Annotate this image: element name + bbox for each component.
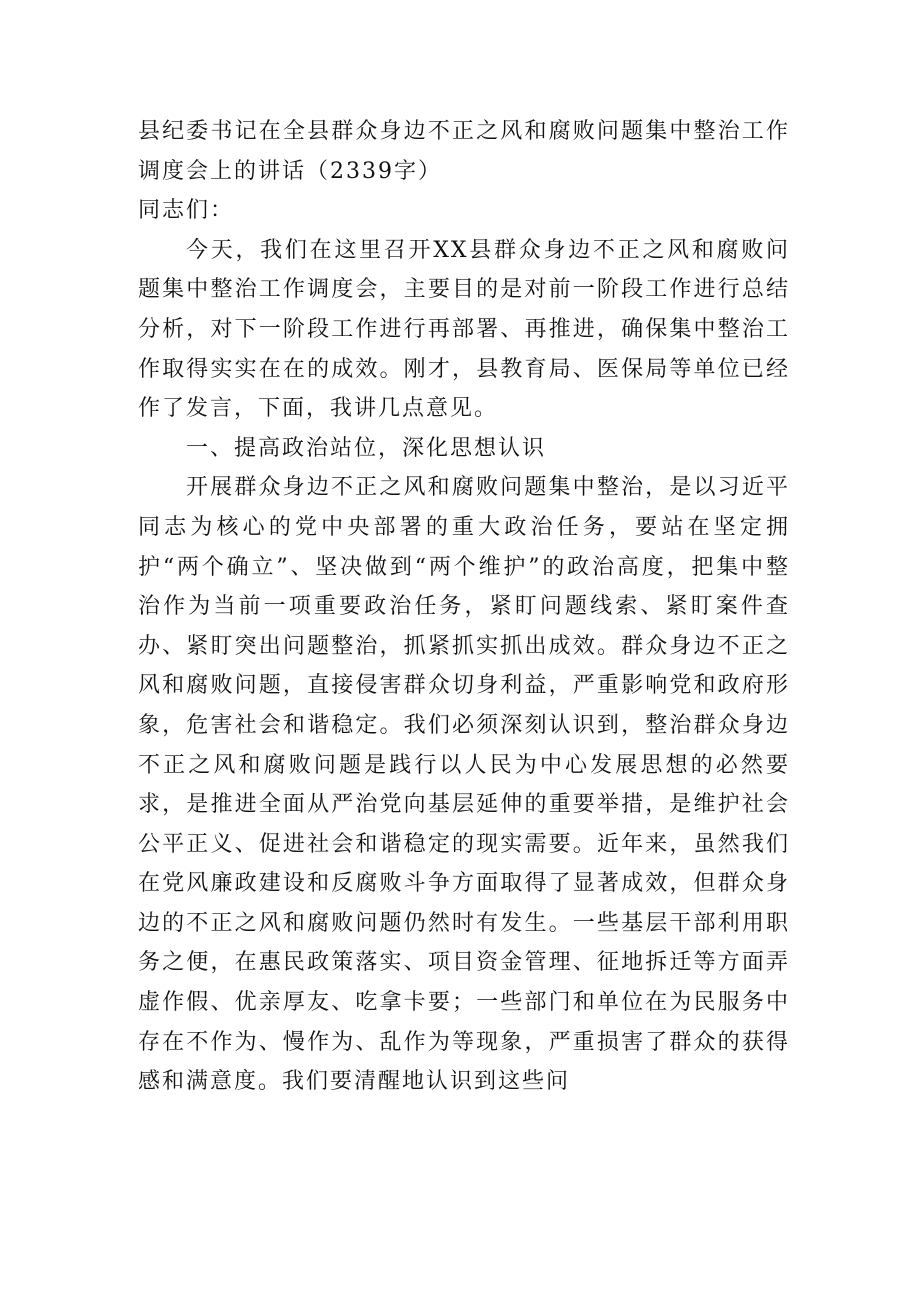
paragraph-intro: 今天，我们在这里召开XX县群众身边不正之风和腐败问题集中整治工作调度会，主要目的是对前一阶段工作进行总结分析，对下一阶段工作进行再部署、再推进，确保集中整治工作取得实实在在的成效。刚才，县教育局、医保局等单位已经作了发言，下面，我讲几点意见。 (138, 237, 790, 422)
paragraph-section-1: 开展群众身边不正之风和腐败问题集中整治，是以习近平同志为核心的党中央部署的重大政治任务，要站在坚定拥护“两个确立”、坚决做到“两个维护”的政治高度，把集中整治作为当前一项重要政治任务，紧盯问题线索、紧盯案件查办、紧盯突出问题整治，抓紧抓实抓出成效。群众身边不正之风和腐败问题，直接侵害群众切身利益，严重影响党和政府形象，危害社会和谐稳定。我们必须深刻认识到，整治群众身边不正之风和腐败问题是践行以人民为中心发展思想的必然要求，是推进全面从严治党向基层延伸的重要举措，是维护社会公平正义、促进社会和谐稳定的现实需要。近年来，虽然我们在党风廉政建设和反腐败斗争方面取得了显著成效，但群众身边的不正之风和腐败问题仍然时有发生。一些基层干部利用职务之便，在惠民政策落实、项目资金管理、征地拆迁等方面弄虚作假、优亲厚友、吃拿卡要；一些部门和单位在为民服务中存在不作为、慢作为、乱作为等现象，严重损害了群众的获得感和满意度。我们要清醒地认识到这些问 (138, 475, 790, 1095)
document-body (138, 112, 790, 1102)
document-title: 县纪委书记在全县群众身边不正之风和腐败问题集中整治工作调度会上的讲话（2339字） (138, 119, 790, 184)
salutation: 同志们： (138, 198, 235, 224)
section-heading-1: 一、提高政治站位，深化思想认识 (186, 435, 547, 461)
